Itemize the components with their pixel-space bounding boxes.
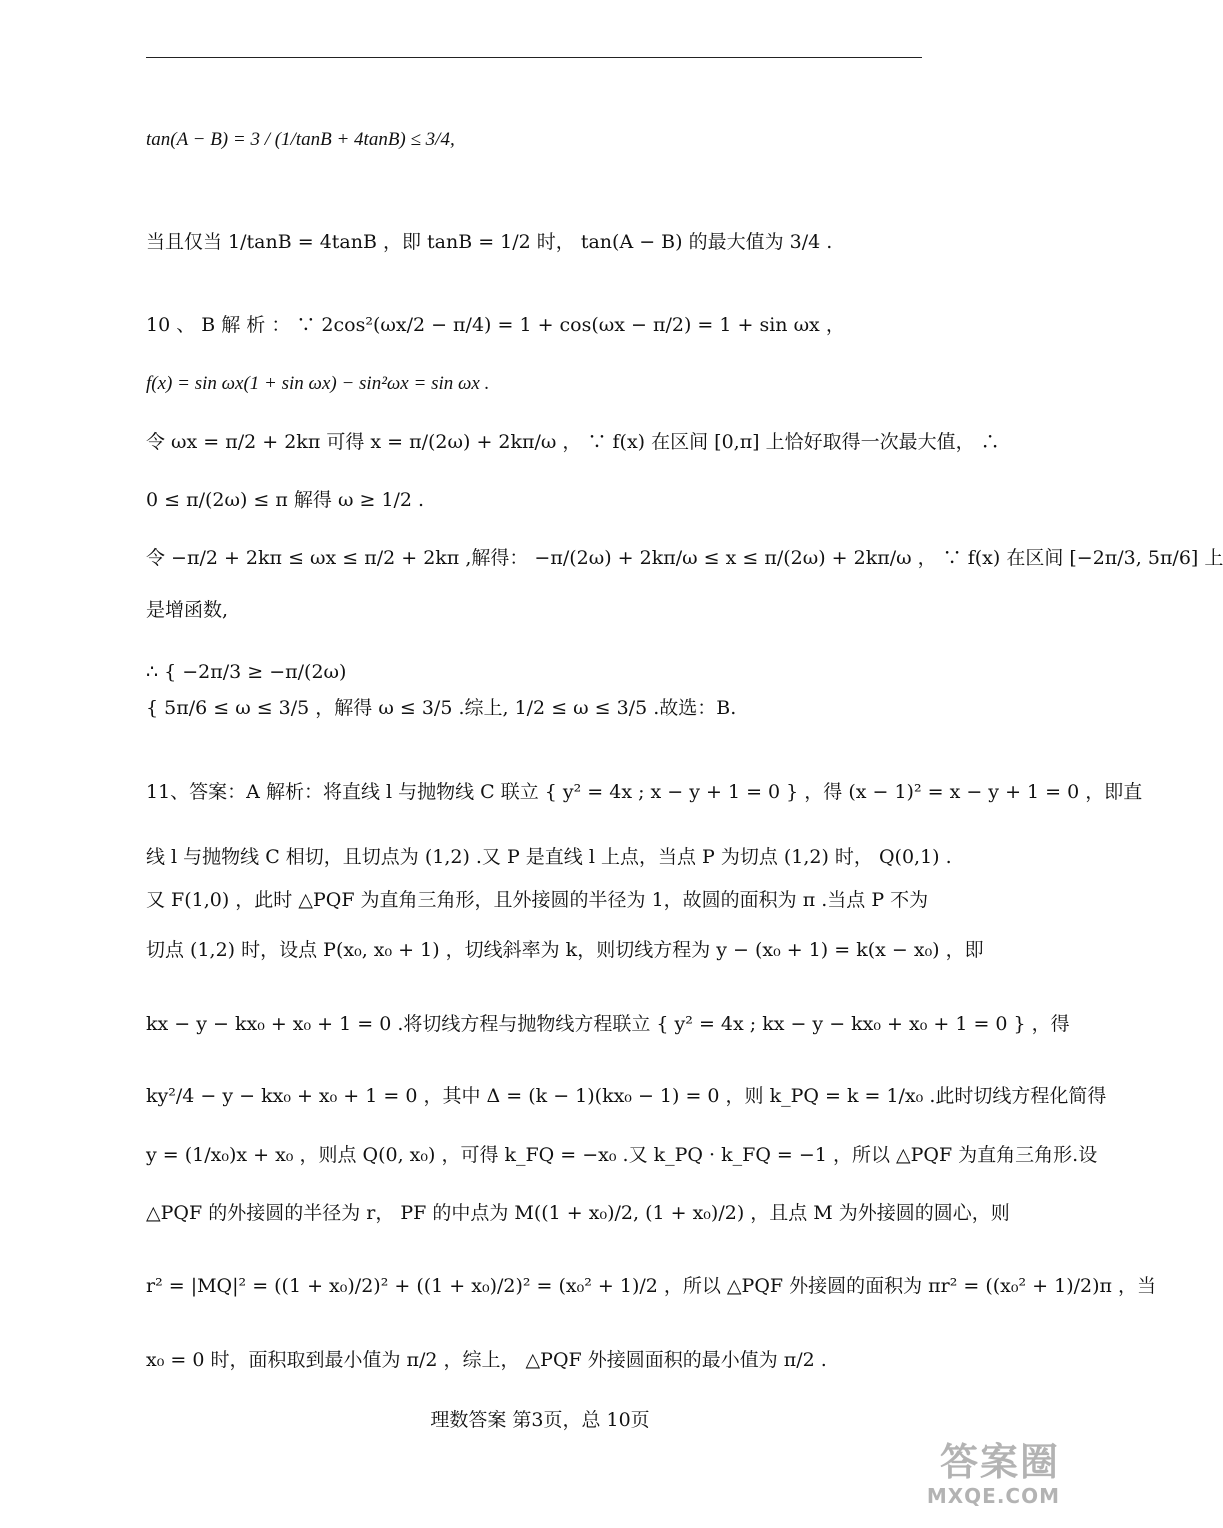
q10-conclusion: { 5π/6 ≤ ω ≤ 3/5 ，解得 ω ≤ 3/5 .综上, 1/2 ≤ ω ≤ 3/5 .故选：B. xyxy=(146,697,737,719)
header-rule xyxy=(146,57,922,58)
q11-min-area: x₀ = 0 时，面积取到最小值为 π/2 ，综上， △PQF 外接圆面积的最小值为 π/2 . xyxy=(146,1349,827,1371)
q10-increasing-text: 是增函数, xyxy=(146,599,229,621)
q10-function-simplify: f(x) = sin ωx(1 + sin ωx) − sin²ωx = sin ωx . xyxy=(146,373,490,394)
watermark-title: 答案圈 xyxy=(939,1440,1060,1484)
q11-slope-product: y = (1/x₀)x + x₀ ，则点 Q(0, x₀) ，可得 k_FQ = −x₀ .又 k_PQ · k_FQ = −1 ，所以 △PQF 为直角三角形.设 xyxy=(146,1144,1098,1166)
q11-right-triangle: 又 F(1,0) ，此时 △PQF 为直角三角形，且外接圆的半径为 1，故圆的面积为 π .当点 P 不为 xyxy=(146,889,929,911)
watermark-logo xyxy=(880,1440,1060,1520)
q10-omega-lower: 0 ≤ π/(2ω) ≤ π 解得 ω ≥ 1/2 . xyxy=(146,489,425,511)
q11-midpoint: △PQF 的外接圆的半径为 r， PF 的中点为 M((1 + x₀)/2, (1 + x₀)/2) ，且点 M 为外接圆的圆心，则 xyxy=(146,1202,1010,1224)
q10-system-line-1: ∴ { −2π/3 ≥ −π/(2ω) xyxy=(146,661,347,683)
watermark-url: MXQE.COM xyxy=(926,1484,1060,1508)
q10-answer-header: 10 、 B 解 析 ： ∵ 2cos²(ωx/2 − π/4) = 1 + cos(ωx − π/2) = 1 + sin ωx ， xyxy=(146,314,845,336)
tan-max-expression: tan(A − B) = 3 / (1/tanB + 4tanB) ≤ 3/4, xyxy=(146,129,455,150)
q11-tangent-equation: 切点 (1,2) 时，设点 P(x₀, x₀ + 1) ，切线斜率为 k，则切线方程为 y − (x₀ + 1) = k(x − x₀) ，即 xyxy=(146,939,984,961)
q11-answer-header: 11、答案：A 解析：将直线 l 与抛物线 C 联立 { y² = 4x ; x − y + 1 = 0 } ，得 (x − 1)² = x − y + 1 = 0 ，即直 xyxy=(146,781,1143,803)
q10-increasing-interval: 令 −π/2 + 2kπ ≤ ωx ≤ π/2 + 2kπ ,解得： −π/(2ω) + 2kπ/ω ≤ x ≤ π/(2ω) + 2kπ/ω ， ∵ f(x) 在区间 [−2π/3, 5π/6] 上 xyxy=(146,547,1223,569)
equality-condition: 当且仅当 1/tanB = 4tanB ，即 tanB = 1/2 时， tan(A − B) 的最大值为 3/4 . xyxy=(146,231,833,253)
page-footer: 理数答案 第3页，总 10页 xyxy=(430,1409,650,1431)
q11-discriminant: ky²/4 − y − kx₀ + x₀ + 1 = 0 ，其中 Δ = (k − 1)(kx₀ − 1) = 0 ，则 k_PQ = k = 1/x₀ .此时切线方程化简得 xyxy=(146,1085,1107,1107)
q11-system: kx − y − kx₀ + x₀ + 1 = 0 .将切线方程与抛物线方程联立 { y² = 4x ; kx − y − kx₀ + x₀ + 1 = 0 } ，得 xyxy=(146,1013,1070,1035)
q10-max-condition: 令 ωx = π/2 + 2kπ 可得 x = π/(2ω) + 2kπ/ω ， ∵ f(x) 在区间 [0,π] 上恰好取得一次最大值， ∴ xyxy=(146,431,1000,453)
q11-tangent-point: 线 l 与抛物线 C 相切，且切点为 (1,2) .又 P 是直线 l 上点，当点 P 为切点 (1,2) 时， Q(0,1) . xyxy=(146,846,952,868)
q11-radius-squared: r² = |MQ|² = ((1 + x₀)/2)² + ((1 + x₀)/2)² = (x₀² + 1)/2 ，所以 △PQF 外接圆的面积为 πr² = ((x₀² + 1)/2)π ，当 xyxy=(146,1275,1157,1297)
